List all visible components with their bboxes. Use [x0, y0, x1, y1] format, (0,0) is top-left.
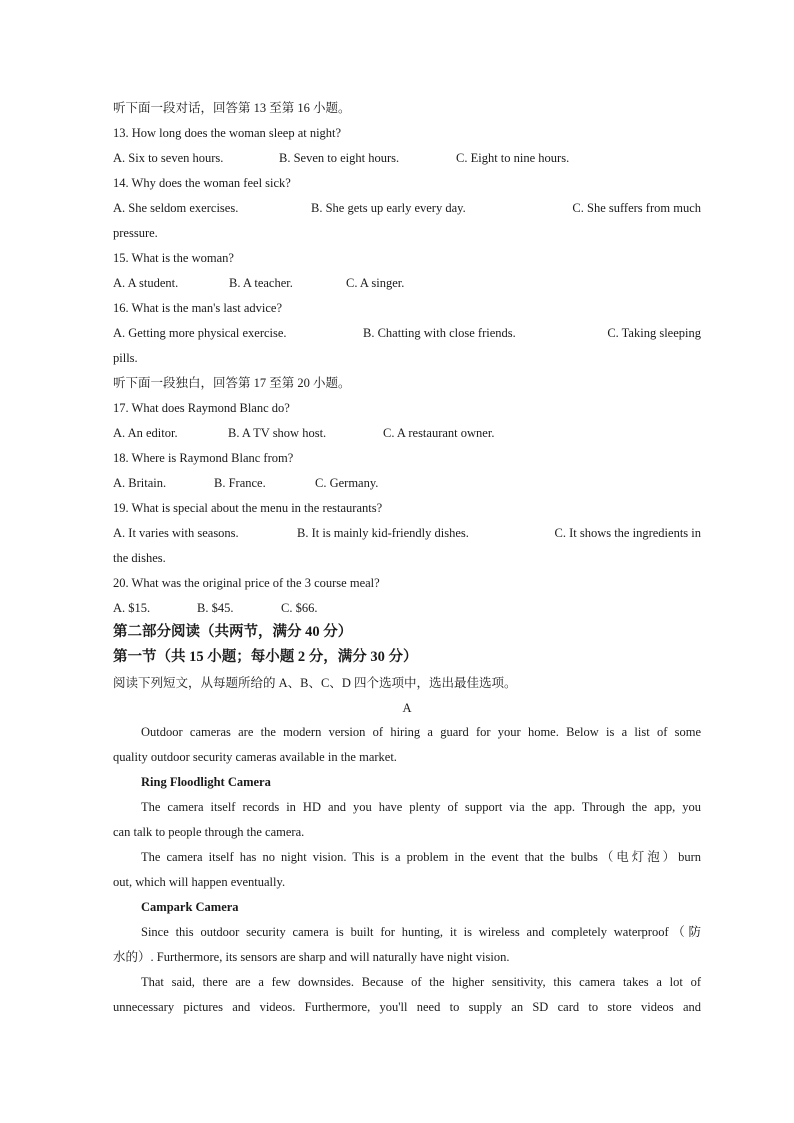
- ring-camera-title: Ring Floodlight Camera: [141, 775, 271, 789]
- q20-options: [113, 599, 701, 617]
- q20-option-a: A. $15.: [113, 601, 151, 615]
- campark-camera-title: Campark Camera: [141, 900, 239, 914]
- q14-stem: 14. Why does the woman feel sick?: [113, 176, 291, 190]
- q19-stem: 19. What is special about the menu in the restaurants?: [113, 501, 383, 515]
- q17-option-c: C. A restaurant owner.: [383, 426, 495, 440]
- q16-option-c-cont: pills.: [113, 351, 138, 365]
- intro-line-1: Outdoor cameras are the modern version of hiring a guard for your home. Below is a list of some: [141, 725, 701, 739]
- campark-p1-line-2: 水的）. Furthermore, its sensors are sharp and will naturally have night vision.: [113, 950, 510, 964]
- q15-option-c: C. A singer.: [346, 276, 405, 290]
- q14-option-b: B. She gets up early every day.: [311, 201, 466, 215]
- campark-p2-line-2: unnecessary pictures and videos. Furthermore, you'll need to supply an SD card to store videos and: [113, 1000, 701, 1014]
- q13-option-b: B. Seven to eight hours.: [279, 151, 400, 165]
- ring-p1-line-2: can talk to people through the camera.: [113, 825, 305, 839]
- q19-option-b: B. It is mainly kid-friendly dishes.: [297, 526, 469, 540]
- q15-options: [113, 274, 701, 292]
- q18-option-b: B. France.: [214, 476, 266, 490]
- q15-option-b: B. A teacher.: [229, 276, 293, 290]
- ring-p2-line-2: out, which will happen eventually.: [113, 875, 286, 889]
- q16-option-a: A. Getting more physical exercise.: [113, 326, 287, 340]
- q17-stem: 17. What does Raymond Blanc do?: [113, 401, 290, 415]
- q18-option-c: C. Germany.: [315, 476, 379, 490]
- q14-option-a: A. She seldom exercises.: [113, 201, 239, 215]
- q15-option-a: A. A student.: [113, 276, 179, 290]
- part-title: 第二部分阅读（共两节，满分 40 分）: [113, 624, 353, 640]
- q17-option-b: B. A TV show host.: [228, 426, 327, 440]
- q13-stem: 13. How long does the woman sleep at night?: [113, 126, 342, 140]
- section-title: 第一节（共 15 小题；每小题 2 分，满分 30 分）: [113, 649, 418, 665]
- q13-option-c: C. Eight to nine hours.: [456, 151, 570, 165]
- q20-option-b: B. $45.: [197, 601, 234, 615]
- ring-p2-line-1: The camera itself has no night vision. This is a problem in the event that the bulbs（电灯泡）burn: [141, 850, 701, 864]
- q16-stem: 16. What is the man's last advice?: [113, 301, 282, 315]
- q15-stem: 15. What is the woman?: [113, 251, 234, 265]
- q17-options: [113, 424, 701, 442]
- q14-option-c: C. She suffers from much: [572, 201, 701, 215]
- dialog-instruction: 听下面一段对话，回答第 13 至第 16 小题。: [113, 101, 351, 115]
- q13-option-a: A. Six to seven hours.: [113, 151, 224, 165]
- q16-option-b: B. Chatting with close friends.: [363, 326, 516, 340]
- ring-p1-line-1: The camera itself records in HD and you have plenty of support via the app. Through the app, you: [141, 800, 701, 814]
- q20-stem: 20. What was the original price of the 3 course meal?: [113, 576, 380, 590]
- q19-option-c: C. It shows the ingredients in: [554, 526, 701, 540]
- reading-instruction: 阅读下列短文，从每题所给的 A、B、C、D 四个选项中，选出最佳选项。: [113, 676, 517, 690]
- q18-options: [113, 474, 701, 492]
- q18-stem: 18. Where is Raymond Blanc from?: [113, 451, 294, 465]
- q20-option-c: C. $66.: [281, 601, 318, 615]
- q18-option-a: A. Britain.: [113, 476, 167, 490]
- campark-p1-line-1: Since this outdoor security camera is built for hunting, it is wireless and completely waterproof（防: [141, 925, 701, 939]
- campark-p2-line-1: That said, there are a few downsides. Because of the higher sensitivity, this camera takes a lot of: [141, 975, 701, 989]
- q16-option-c: C. Taking sleeping: [607, 326, 701, 340]
- q13-options: [113, 149, 701, 167]
- q19-option-a: A. It varies with seasons.: [113, 526, 239, 540]
- passage-label: A: [402, 701, 412, 715]
- q17-option-a: A. An editor.: [113, 426, 178, 440]
- monologue-instruction: 听下面一段独白，回答第 17 至第 20 小题。: [113, 376, 351, 390]
- q14-options: [113, 199, 701, 217]
- q14-option-c-cont: pressure.: [113, 226, 158, 240]
- q19-options: [113, 524, 701, 542]
- q19-option-c-cont: the dishes.: [113, 551, 166, 565]
- q16-options: [113, 324, 701, 342]
- intro-line-2: quality outdoor security cameras available in the market.: [113, 750, 397, 764]
